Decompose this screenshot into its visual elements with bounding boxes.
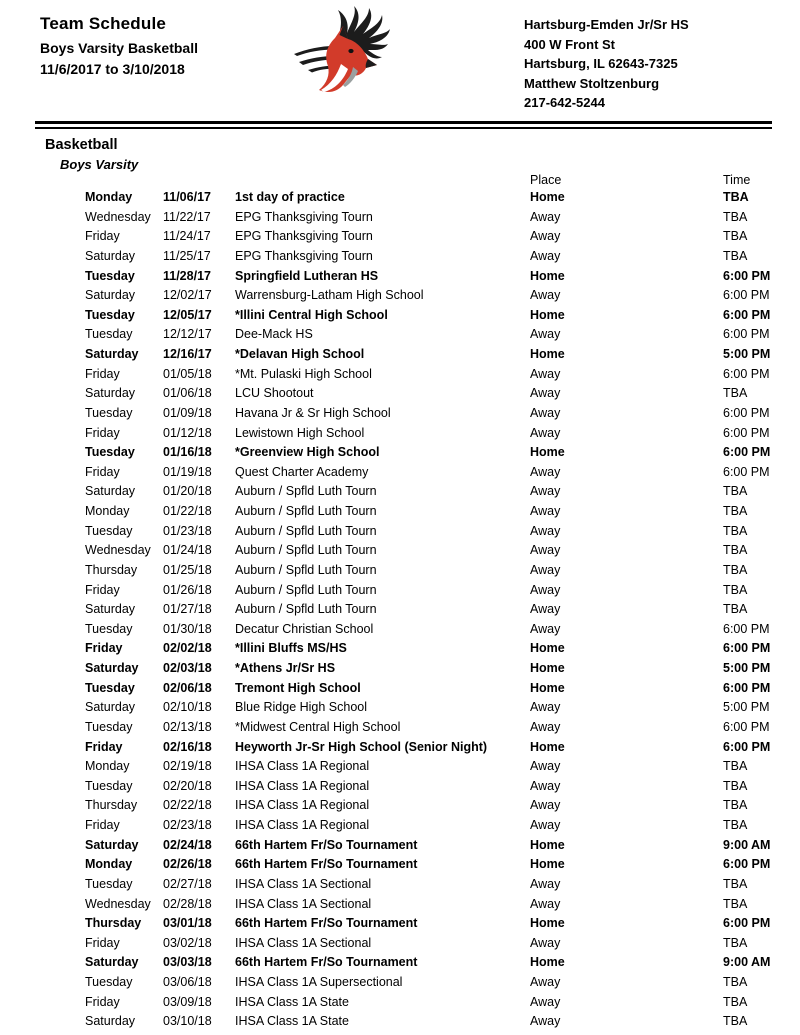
time-cell: TBA (723, 229, 748, 244)
event-cell: IHSA Class 1A State (235, 1014, 349, 1029)
place-cell: Away (530, 425, 561, 440)
time-cell: 6:00 PM (723, 327, 770, 342)
time-cell: 6:00 PM (723, 857, 771, 872)
date-cell: 11/22/17 (163, 209, 211, 224)
date-cell: 01/16/18 (163, 445, 212, 460)
time-cell: TBA (723, 190, 749, 204)
time-column-header: Time (723, 174, 751, 187)
event-cell: Auburn / Spfld Luth Tourn (235, 484, 377, 499)
day-cell: Wednesday (85, 543, 151, 558)
schedule-row (0, 836, 800, 856)
day-cell: Friday (85, 366, 120, 381)
time-cell: TBA (723, 798, 748, 813)
date-cell: 02/22/18 (163, 798, 212, 813)
event-cell: Havana Jr & Sr High School (235, 405, 391, 420)
schedule-row (0, 875, 800, 895)
place-cell: Home (530, 739, 565, 754)
schedule-row (0, 286, 800, 306)
place-cell: Away (530, 523, 561, 538)
date-cell: 03/06/18 (163, 975, 212, 989)
place-column-header: Place (530, 174, 562, 187)
schedule-row (0, 600, 800, 620)
event-cell: Decatur Christian School (235, 621, 374, 636)
place-cell: Away (530, 994, 561, 1009)
event-cell: *Greenview High School (235, 445, 380, 460)
date-cell: 11/25/17 (163, 248, 211, 263)
team-level-title: Boys Varsity (60, 157, 139, 172)
time-cell: 6:00 PM (723, 680, 771, 695)
place-cell: Home (530, 661, 565, 675)
school-address-line2: Hartsburg, IL 62643-7325 (524, 56, 678, 72)
event-cell: IHSA Class 1A Sectional (235, 896, 372, 911)
date-cell: 01/20/18 (163, 484, 212, 499)
event-cell: *Mt. Pulaski High School (235, 366, 372, 381)
date-cell: 02/13/18 (163, 719, 212, 734)
event-cell: EPG Thanksgiving Tourn (235, 229, 373, 244)
schedule-row (0, 953, 800, 973)
day-cell: Tuesday (85, 876, 133, 891)
day-cell: Tuesday (85, 268, 135, 283)
time-cell: 6:00 PM (723, 268, 771, 283)
time-cell: TBA (723, 602, 748, 617)
schedule-row (0, 777, 800, 797)
time-cell: TBA (723, 484, 748, 499)
event-cell: *Midwest Central High School (235, 719, 401, 734)
day-cell: Friday (85, 739, 123, 754)
place-cell: Away (530, 464, 561, 479)
date-cell: 03/02/18 (163, 935, 212, 950)
day-cell: Friday (85, 229, 120, 244)
schedule-row (0, 757, 800, 777)
schedule-row (0, 208, 800, 228)
day-cell: Thursday (85, 798, 138, 813)
day-cell: Friday (85, 641, 123, 656)
school-contact-block (524, 15, 689, 113)
day-cell: Tuesday (85, 778, 133, 793)
event-cell: *Illini Central High School (235, 307, 388, 322)
day-cell: Saturday (85, 386, 136, 401)
schedule-row (0, 934, 800, 954)
time-cell: TBA (723, 248, 748, 263)
event-cell: IHSA Class 1A Regional (235, 818, 370, 832)
schedule-row (0, 581, 800, 601)
date-cell: 11/06/17 (163, 190, 211, 204)
day-cell: Wednesday (85, 896, 151, 911)
date-cell: 01/06/18 (163, 386, 212, 401)
stag-head-logo (292, 5, 398, 97)
date-cell: 02/28/18 (163, 896, 212, 911)
day-cell: Saturday (85, 602, 136, 617)
place-cell: Home (530, 445, 565, 460)
date-cell: 11/24/17 (163, 229, 211, 244)
time-cell: TBA (723, 523, 748, 538)
date-cell: 01/30/18 (163, 621, 212, 636)
place-cell: Away (530, 719, 561, 734)
schedule-row (0, 541, 800, 561)
school-name: Hartsburg-Emden Jr/Sr HS (524, 17, 689, 32)
schedule-row (0, 482, 800, 502)
place-cell: Away (530, 896, 561, 911)
event-cell: Lewistown High School (235, 425, 365, 440)
event-cell: LCU Shootout (235, 386, 314, 401)
date-cell: 02/03/18 (163, 661, 212, 675)
day-cell: Tuesday (85, 621, 133, 636)
event-cell: Auburn / Spfld Luth Tourn (235, 562, 377, 577)
schedule-row (0, 679, 800, 699)
time-cell: TBA (723, 562, 748, 577)
event-cell: IHSA Class 1A Sectional (235, 935, 372, 950)
schedule-row (0, 1012, 800, 1032)
schedule-row (0, 993, 800, 1013)
place-cell: Away (530, 484, 561, 499)
time-cell: 6:00 PM (723, 445, 771, 460)
time-cell: 5:00 PM (723, 661, 771, 675)
day-cell: Thursday (85, 916, 142, 931)
date-cell: 12/02/17 (163, 288, 212, 303)
time-cell: 6:00 PM (723, 288, 770, 303)
event-cell: IHSA Class 1A Regional (235, 778, 370, 793)
event-cell: Tremont High School (235, 680, 361, 695)
event-cell: *Delavan High School (235, 347, 365, 361)
place-cell: Away (530, 543, 561, 558)
date-cell: 01/19/18 (163, 464, 212, 479)
place-cell: Away (530, 602, 561, 617)
time-cell: 6:00 PM (723, 464, 770, 479)
day-cell: Saturday (85, 347, 139, 361)
day-cell: Saturday (85, 661, 139, 675)
event-cell: Auburn / Spfld Luth Tourn (235, 543, 377, 558)
day-cell: Friday (85, 425, 120, 440)
event-cell: IHSA Class 1A State (235, 994, 349, 1009)
place-cell: Home (530, 268, 565, 283)
day-cell: Friday (85, 994, 120, 1009)
place-cell: Away (530, 876, 561, 891)
place-cell: Away (530, 327, 561, 342)
date-cell: 01/12/18 (163, 425, 212, 440)
event-cell: 66th Hartem Fr/So Tournament (235, 837, 418, 852)
time-cell: 5:00 PM (723, 700, 770, 715)
time-cell: TBA (723, 896, 748, 911)
schedule-row (0, 365, 800, 385)
time-cell: TBA (723, 386, 748, 401)
schedule-row (0, 345, 800, 365)
date-cell: 01/25/18 (163, 562, 212, 577)
table-body (0, 188, 800, 1032)
event-cell: 66th Hartem Fr/So Tournament (235, 955, 418, 970)
date-cell: 02/27/18 (163, 876, 212, 891)
place-cell: Away (530, 759, 561, 774)
time-cell: TBA (723, 935, 748, 950)
day-cell: Saturday (85, 288, 136, 303)
section-header (45, 137, 138, 172)
event-cell: Quest Charter Academy (235, 464, 369, 479)
schedule-row (0, 306, 800, 326)
place-cell: Away (530, 288, 561, 303)
place-cell: Away (530, 1014, 561, 1029)
day-cell: Tuesday (85, 680, 135, 695)
report-header-left (40, 14, 198, 77)
place-cell: Away (530, 621, 561, 636)
team-subtitle: Boys Varsity Basketball (40, 40, 198, 56)
date-cell: 12/16/17 (163, 347, 212, 361)
schedule-row (0, 659, 800, 679)
time-cell: TBA (723, 504, 748, 518)
day-cell: Friday (85, 935, 120, 950)
date-cell: 01/23/18 (163, 523, 212, 538)
place-cell: Away (530, 935, 561, 950)
schedule-row (0, 816, 800, 836)
time-cell: TBA (723, 818, 748, 832)
day-cell: Saturday (85, 700, 136, 715)
schedule-row (0, 227, 800, 247)
day-cell: Monday (85, 759, 130, 774)
time-cell: 6:00 PM (723, 739, 771, 754)
place-cell: Home (530, 641, 565, 656)
day-cell: Monday (85, 190, 133, 204)
schedule-row (0, 247, 800, 267)
place-cell: Away (530, 818, 561, 832)
event-cell: IHSA Class 1A Regional (235, 798, 370, 813)
date-cell: 02/10/18 (163, 700, 212, 715)
date-cell: 03/09/18 (163, 994, 212, 1009)
day-cell: Tuesday (85, 523, 133, 538)
date-cell: 01/22/18 (163, 504, 212, 518)
event-cell: Blue Ridge High School (235, 700, 368, 715)
place-cell: Home (530, 857, 565, 872)
time-cell: 6:00 PM (723, 405, 770, 420)
schedule-row (0, 522, 800, 542)
date-cell: 01/27/18 (163, 602, 212, 617)
event-cell: EPG Thanksgiving Tourn (235, 248, 373, 263)
time-cell: TBA (723, 1014, 748, 1029)
time-cell: TBA (723, 994, 748, 1009)
contact-name: Matthew Stoltzenburg (524, 75, 660, 91)
day-cell: Tuesday (85, 405, 133, 420)
day-cell: Tuesday (85, 719, 133, 734)
day-cell: Friday (85, 818, 120, 832)
place-cell: Home (530, 190, 565, 204)
place-cell: Home (530, 955, 565, 970)
event-cell: Auburn / Spfld Luth Tourn (235, 582, 377, 597)
event-cell: EPG Thanksgiving Tourn (235, 209, 373, 224)
schedule-row (0, 914, 800, 934)
place-cell: Away (530, 504, 561, 518)
date-cell: 02/26/18 (163, 857, 212, 872)
schedule-row (0, 325, 800, 345)
event-cell: 66th Hartem Fr/So Tournament (235, 857, 418, 872)
time-cell: TBA (723, 975, 748, 989)
day-cell: Friday (85, 582, 120, 597)
place-cell: Away (530, 405, 561, 420)
schedule-row (0, 502, 800, 522)
place-cell: Home (530, 347, 565, 361)
date-cell: 01/05/18 (163, 366, 212, 381)
date-cell: 03/03/18 (163, 955, 212, 970)
date-cell: 02/16/18 (163, 739, 212, 754)
date-cell: 12/12/17 (163, 327, 212, 342)
day-cell: Saturday (85, 248, 136, 263)
season-date-range: 11/6/2017 to 3/10/2018 (40, 61, 185, 77)
schedule-row (0, 267, 800, 287)
schedule-row (0, 188, 800, 208)
time-cell: 5:00 PM (723, 347, 771, 361)
place-cell: Away (530, 248, 561, 263)
schedule-row (0, 463, 800, 483)
date-cell: 02/02/18 (163, 641, 212, 656)
date-cell: 02/23/18 (163, 818, 212, 832)
date-cell: 02/24/18 (163, 837, 212, 852)
place-cell: Away (530, 582, 561, 597)
place-cell: Away (530, 386, 561, 401)
place-cell: Away (530, 778, 561, 793)
time-cell: TBA (723, 778, 748, 793)
schedule-row (0, 698, 800, 718)
header-divider (35, 121, 772, 129)
event-cell: IHSA Class 1A Regional (235, 759, 370, 774)
event-cell: Auburn / Spfld Luth Tourn (235, 504, 377, 518)
day-cell: Tuesday (85, 445, 135, 460)
time-cell: 6:00 PM (723, 641, 771, 656)
time-cell: TBA (723, 209, 748, 224)
place-cell: Away (530, 975, 561, 989)
time-cell: 9:00 AM (723, 837, 771, 852)
page-title: Team Schedule (40, 14, 167, 33)
date-cell: 02/20/18 (163, 778, 212, 793)
day-cell: Tuesday (85, 975, 133, 989)
schedule-row (0, 424, 800, 444)
event-cell: 66th Hartem Fr/So Tournament (235, 916, 418, 931)
time-cell: 9:00 AM (723, 955, 771, 970)
place-cell: Away (530, 700, 561, 715)
schedule-row (0, 895, 800, 915)
place-cell: Home (530, 307, 565, 322)
date-cell: 03/01/18 (163, 916, 212, 931)
schedule-row (0, 384, 800, 404)
time-cell: 6:00 PM (723, 621, 770, 636)
schedule-row (0, 973, 800, 993)
time-cell: TBA (723, 876, 748, 891)
event-cell: 1st day of practice (235, 190, 345, 204)
schedule-row (0, 404, 800, 424)
date-cell: 01/26/18 (163, 582, 212, 597)
time-cell: 6:00 PM (723, 307, 771, 322)
place-cell: Home (530, 680, 565, 695)
event-cell: IHSA Class 1A Sectional (235, 876, 372, 891)
schedule-row (0, 443, 800, 463)
day-cell: Friday (85, 464, 120, 479)
place-cell: Home (530, 916, 565, 931)
place-cell: Away (530, 366, 561, 381)
day-cell: Saturday (85, 837, 139, 852)
schedule-table (0, 174, 800, 1032)
schedule-row (0, 639, 800, 659)
day-cell: Tuesday (85, 307, 135, 322)
schedule-row (0, 796, 800, 816)
schedule-row (0, 855, 800, 875)
time-cell: TBA (723, 543, 748, 558)
schedule-row (0, 738, 800, 758)
date-cell: 12/05/17 (163, 307, 212, 322)
event-cell: Auburn / Spfld Luth Tourn (235, 602, 377, 617)
place-cell: Away (530, 209, 561, 224)
time-cell: TBA (723, 582, 748, 597)
sport-title: Basketball (45, 137, 118, 153)
contact-phone: 217-642-5244 (524, 95, 605, 111)
place-cell: Away (530, 562, 561, 577)
event-cell: Warrensburg-Latham High School (235, 288, 424, 303)
event-cell: Auburn / Spfld Luth Tourn (235, 523, 377, 538)
day-cell: Monday (85, 504, 130, 518)
time-cell: TBA (723, 759, 748, 774)
date-cell: 02/19/18 (163, 759, 212, 774)
day-cell: Saturday (85, 1014, 136, 1029)
table-header-row (0, 174, 800, 187)
event-cell: *Illini Bluffs MS/HS (235, 641, 347, 656)
place-cell: Away (530, 798, 561, 813)
day-cell: Saturday (85, 955, 139, 970)
date-cell: 01/09/18 (163, 405, 212, 420)
time-cell: 6:00 PM (723, 916, 771, 931)
school-address-line1: 400 W Front St (524, 36, 616, 52)
time-cell: 6:00 PM (723, 425, 770, 440)
day-cell: Thursday (85, 562, 138, 577)
event-cell: *Athens Jr/Sr HS (235, 661, 336, 675)
event-cell: Dee-Mack HS (235, 327, 313, 342)
time-cell: 6:00 PM (723, 366, 770, 381)
place-cell: Away (530, 229, 561, 244)
day-cell: Monday (85, 857, 133, 872)
event-cell: Heyworth Jr-Sr High School (Senior Night) (235, 739, 488, 754)
date-cell: 01/24/18 (163, 543, 212, 558)
schedule-row (0, 561, 800, 581)
day-cell: Saturday (85, 484, 136, 499)
schedule-row (0, 718, 800, 738)
event-cell: Springfield Lutheran HS (235, 268, 379, 283)
schedule-row (0, 620, 800, 640)
event-cell: IHSA Class 1A Supersectional (235, 975, 403, 989)
place-cell: Home (530, 837, 565, 852)
date-cell: 03/10/18 (163, 1014, 212, 1029)
date-cell: 11/28/17 (163, 268, 211, 283)
date-cell: 02/06/18 (163, 680, 212, 695)
day-cell: Tuesday (85, 327, 133, 342)
day-cell: Wednesday (85, 209, 151, 224)
time-cell: 6:00 PM (723, 719, 770, 734)
